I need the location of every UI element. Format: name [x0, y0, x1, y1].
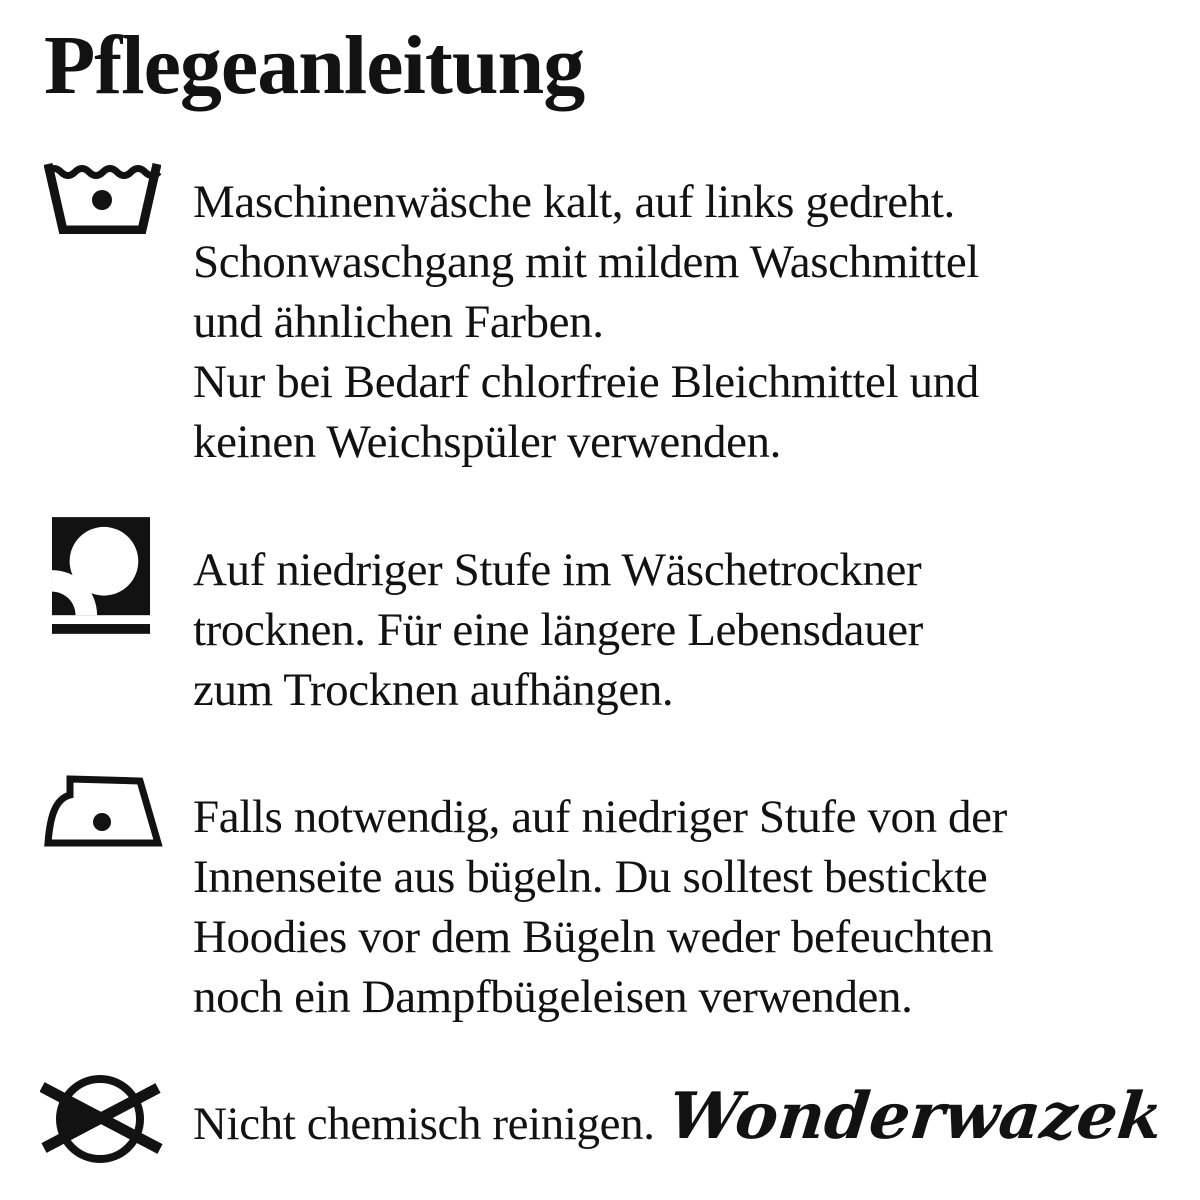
iron-instructions: [193, 787, 1007, 1027]
wash-temperature-dot: [92, 190, 112, 210]
instruction-line: Innenseite aus bügeln. Du solltest bestickte: [193, 851, 988, 903]
page-title: Pflegeanleitung: [44, 19, 585, 112]
instruction-line: keinen Weichspüler verwenden.: [193, 416, 781, 468]
iron-low-icon: [44, 770, 164, 848]
wash-instructions: [193, 172, 979, 472]
instruction-line: und ähnlichen Farben.: [193, 296, 604, 348]
instruction-line: Auf niedriger Stufe im Wäschetrockner: [193, 544, 922, 596]
do-not-dry-clean-icon: [40, 1073, 164, 1165]
brand-signature: Wonderwazek: [665, 1079, 1166, 1154]
tumble-dry-low-icon: [50, 514, 152, 635]
dry-instructions: [193, 540, 923, 720]
iron-temperature-dot: [93, 813, 111, 831]
dryer-low-heat-bar: [52, 624, 150, 634]
instruction-line: trocknen. Für eine längere Lebensdauer: [193, 604, 923, 656]
instruction-line: Nur bei Bedarf chlorfreie Bleichmittel und: [193, 356, 979, 408]
instruction-line: Schonwaschgang mit mildem Waschmittel: [193, 236, 979, 288]
instruction-line: Nicht chemisch reinigen.: [193, 1098, 655, 1150]
instruction-line: Hoodies vor dem Bügeln weder befeuchten: [193, 911, 994, 963]
instruction-line: Falls notwendig, auf niedriger Stufe von der: [193, 791, 1007, 843]
machine-wash-cold-icon: [44, 161, 161, 234]
instruction-line: noch ein Dampfbügeleisen verwenden.: [193, 971, 913, 1023]
dry-clean-instructions: [193, 1094, 655, 1154]
instruction-line: zum Trocknen aufhängen.: [193, 664, 674, 716]
instruction-line: Maschinenwäsche kalt, auf links gedreht.: [193, 176, 955, 228]
